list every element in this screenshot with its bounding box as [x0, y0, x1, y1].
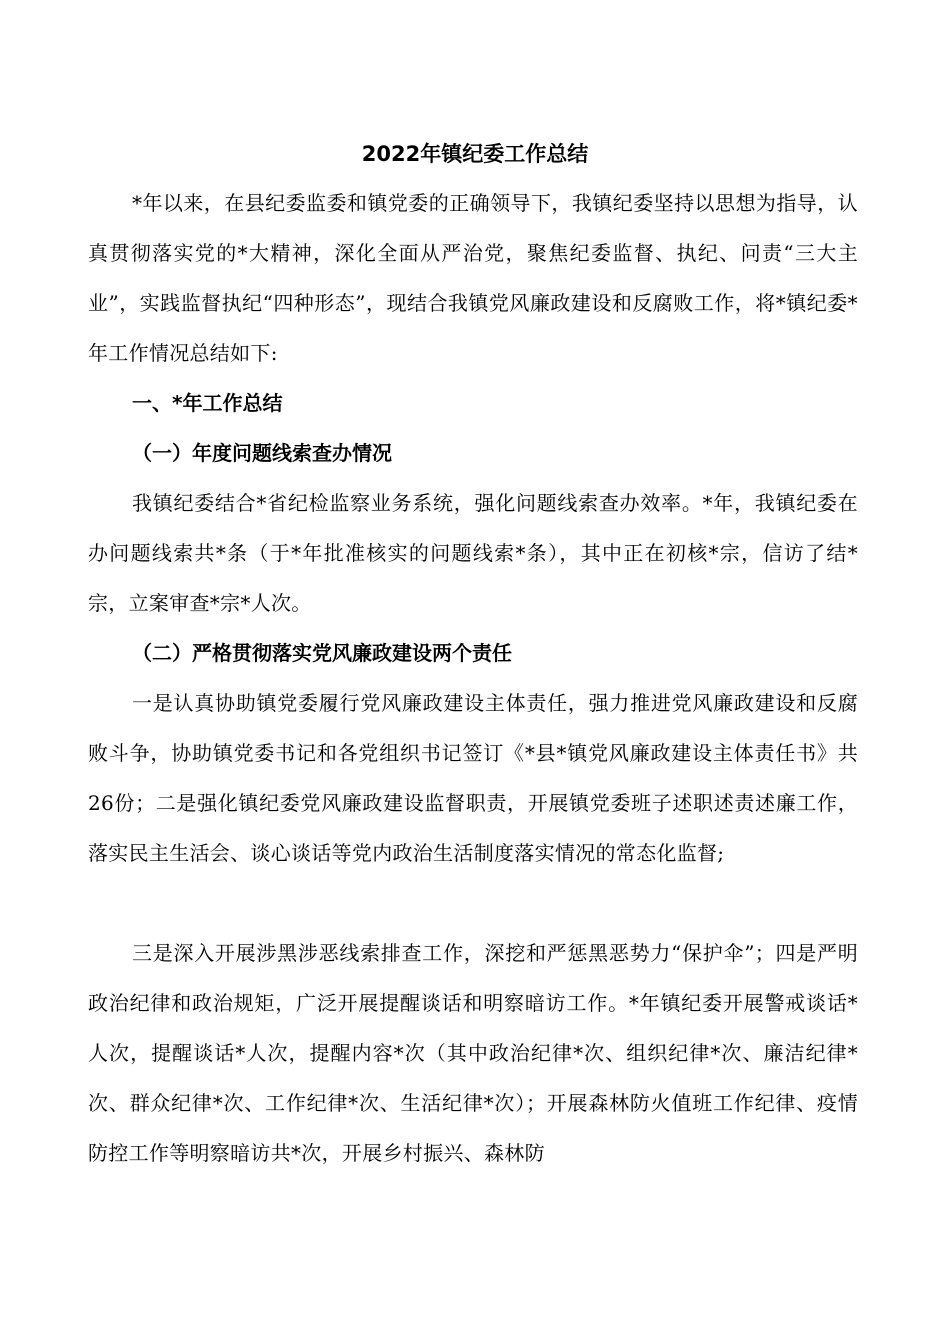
subsection-1-body: 我镇纪委结合*省纪检监察业务系统，强化问题线索查办效率。*年，我镇纪委在办问题线索共*条（于*年批准核实的问题线索*条），其中正在初核*宗，信访了结*宗，立案审查*宗*人次。: [88, 491, 858, 615]
intro-paragraph: *年以来，在县纪委监委和镇党委的正确领导下，我镇纪委坚持以思想为指导，认真贯彻落实党的*大精神，深化全面从严治党，聚焦纪委监督、执纪、问责“三大主业”，实践监督执纪“四种形态”，现结合我镇党风廉政建设和反腐败工作，将*镇纪委*年工作情况总结如下:: [88, 191, 858, 365]
document-title: 2022年镇纪委工作总结: [361, 142, 589, 166]
subsection-2-body-1: 一是认真协助镇党委履行党风廉政建设主体责任，强力推进党风廉政建设和反腐败斗争，协助镇党委书记和各党组织书记签订《*县*镇党风廉政建设主体责任书》共26份；二是强化镇纪委党风廉政建设监督职责，开展镇党委班子述职述责述廉工作，落实民主生活会、谈心谈话等党内政治生活制度落实情况的常态化监督;: [88, 691, 858, 865]
subsection-heading-1: （一）年度问题线索查办情况: [132, 441, 392, 465]
subsection-2-body-2: 三是深入开展涉黑涉恶线索排查工作，深挖和严惩黑恶势力“保护伞”；四是严明政治纪律和政治规矩，广泛开展提醒谈话和明察暗访工作。*年镇纪委开展警戒谈话*人次，提醒谈话*人次，提醒内容*次（其中政治纪律*次、组织纪律*次、廉洁纪律*次、群众纪律*次、工作纪律*次、生活纪律*次）；开展森林防火值班工作纪律、疫情防控工作等明察暗访共*次，开展乡村振兴、森林防: [88, 941, 858, 1165]
subsection-heading-2: （二）严格贯彻落实党风廉政建设两个责任: [132, 641, 512, 665]
section-heading-1: 一、*年工作总结: [132, 391, 283, 415]
